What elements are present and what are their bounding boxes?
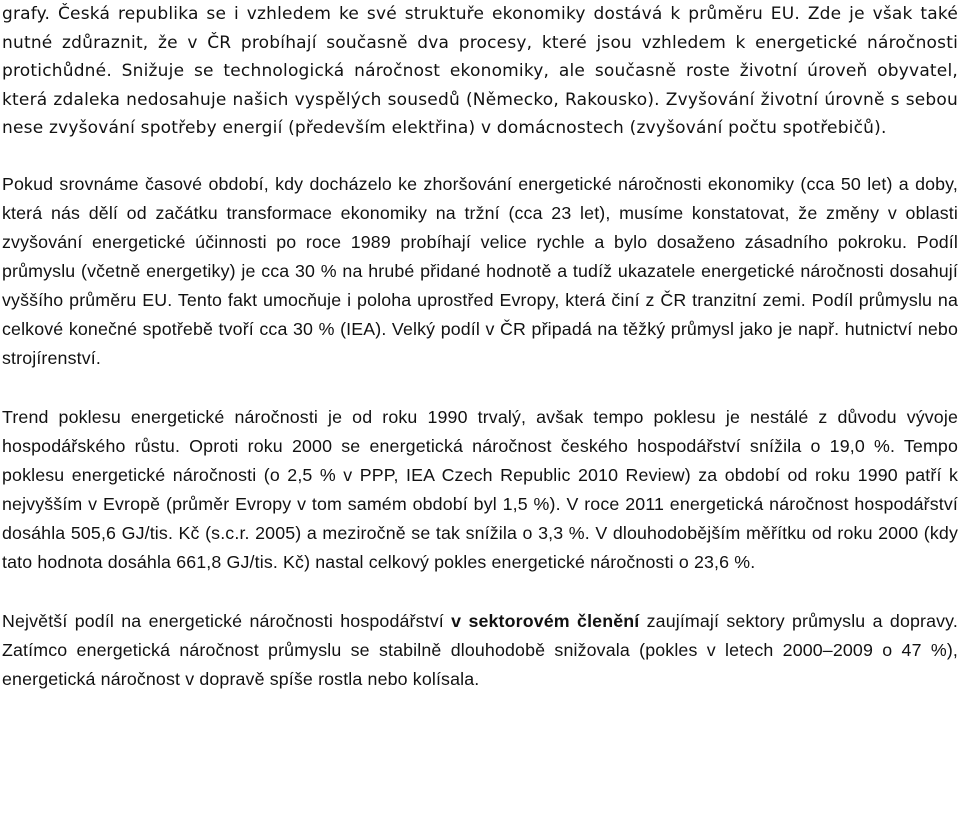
paragraph-4-text-start: Největší podíl na energetické náročnosti hospodářství (2, 610, 452, 631)
paragraph-4-text-end: zaujímají sektory průmyslu a dopravy. Zatímco energetická náročnost průmyslu se stabilně dlouhodobě snižovala (pokles v letech 2000–2009 o 47 %), energetická náročnost v dopravě spíše rostla nebo kolísala. (2, 610, 958, 689)
paragraph-2: Pokud srovnáme časové období, kdy docházelo ke zhoršování energetické náročnosti ekonomiky (cca 50 let) a doby, která nás dělí od začátku transformace ekonomiky na tržní (cca 23 let), musíme konstatovat, že změny v oblasti zvyšování energetické účinnosti po roce 1989 probíhají velice rychle a bylo dosaženo zásadního pokroku. Podíl průmyslu (včetně energetiky) je cca 30 % na hrubé přidané hodnotě a tudíž ukazatele energetické náročnosti dosahují vyššího průměru EU. Tento fakt umocňuje i poloha uprostřed Evropy, která činí z ČR tranzitní zemi. Podíl průmyslu na celkové konečné spotřebě tvoří cca 30 % (IEA). Velký podíl v ČR připadá na těžký průmysl jako je např. hutnictví nebo strojírenství. (2, 173, 958, 368)
paragraph-3: Trend poklesu energetické náročnosti je od roku 1990 trvalý, avšak tempo poklesu je nestálé z důvodu vývoje hospodářského růstu. Oproti roku 2000 se energetická náročnost českého hospodářství snížila o 19,0 %. Tempo poklesu energetické náročnosti (o 2,5 % v PPP, IEA Czech Republic 2010 Review) za období od roku 1990 patří k nejvyšším v Evropě (průměr Evropy v tom samém období byl 1,5 %). V roce 2011 energetická náročnost hospodářství dosáhla 505,6 GJ/tis. Kč (s.c.r. 2005) a meziročně se tak snížila o 3,3 %. V dlouhodobějším měřítku od roku 2000 (kdy tato hodnota dosáhla 661,8 GJ/tis. Kč) nastal celkový pokles energetické náročnosti o 23,6 %. (2, 406, 958, 572)
paragraph-4-bold-phrase: v sektorovém členění (451, 610, 640, 631)
paragraph-4 (2, 607, 958, 694)
paragraph-1: grafy. Česká republika se i vzhledem ke své struktuře ekonomiky dostává k průměru EU. Zde je však také nutné zdůraznit, že v ČR probíhají současně dva procesy, které jsou vzhledem k energetické náročnosti protichůdné. Snižuje se technologická náročnost ekonomiky, ale současně roste životní úroveň obyvatel, která zdaleka nedosahuje našich vyspělých sousedů (Německo, Rakousko). Zvyšování životní úrovně s sebou nese zvyšování spotřeby energií (především elektřina) v domácnostech (zvyšování počtu spotřebičů). (2, 4, 958, 139)
